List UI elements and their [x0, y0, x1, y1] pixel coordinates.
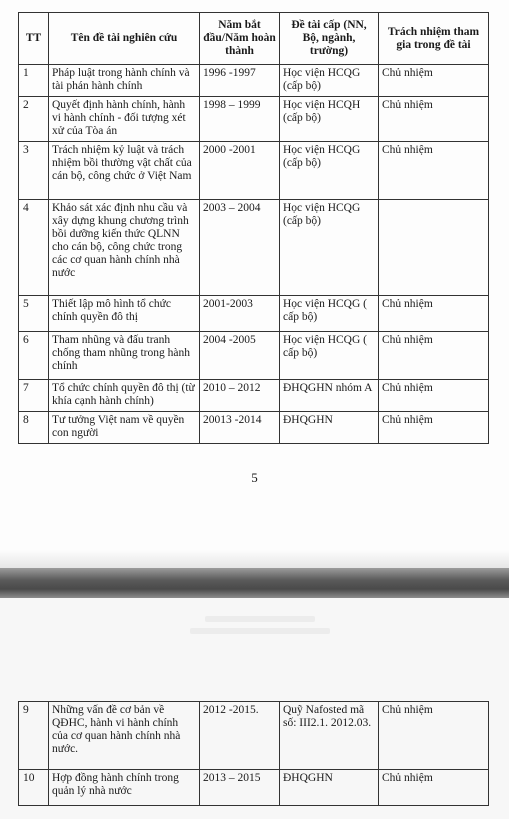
header-tt: TT: [19, 13, 49, 65]
cell-role: Chủ nhiệm: [379, 702, 489, 770]
table-row: [19, 97, 489, 142]
table-header-row: [19, 13, 489, 65]
cell-title: Tham nhũng và đấu tranh chống tham nhũng trong hành chính: [49, 332, 200, 380]
cell-role: Chủ nhiệm: [379, 65, 489, 97]
research-table-page-1: [18, 12, 489, 444]
cell-level: Học viện HCQH (cấp bộ): [280, 97, 379, 142]
header-title: Tên đề tài nghiên cứu: [49, 13, 200, 65]
cell-role: Chủ nhiệm: [379, 332, 489, 380]
cell-years: 20013 -2014: [200, 412, 280, 444]
table-row: [19, 296, 489, 332]
cell-role: Chủ nhiệm: [379, 296, 489, 332]
cell-level: Học viện HCQG (cấp bộ): [280, 142, 379, 200]
cell-years: 2000 -2001: [200, 142, 280, 200]
cell-tt: 9: [19, 702, 49, 770]
cell-tt: 7: [19, 380, 49, 412]
cell-level: ĐHQGHN nhóm A: [280, 380, 379, 412]
cell-level: Học viện HCQG (cấp bộ): [280, 200, 379, 296]
cell-tt: 5: [19, 296, 49, 332]
cell-title: Khảo sát xác định nhu cầu và xây dựng khung chương trình bồi dưỡng kiến thức QLNN cho cán bộ, công chức trong các cơ quan hành chính nhà nước: [49, 200, 200, 296]
cell-tt: 2: [19, 97, 49, 142]
page-gap: [0, 568, 509, 598]
table-row: [19, 332, 489, 380]
table-row: [19, 65, 489, 97]
cell-years: 1998 – 1999: [200, 97, 280, 142]
header-level: Đề tài cấp (NN, Bộ, ngành, trường): [280, 13, 379, 65]
cell-years: 2013 – 2015: [200, 770, 280, 806]
cell-tt: 6: [19, 332, 49, 380]
cell-title: Quyết định hành chính, hành vi hành chính - đối tượng xét xử của Tòa án: [49, 97, 200, 142]
cell-title: Pháp luật trong hành chính và tài phán hành chính: [49, 65, 200, 97]
cell-level: Học viện HCQG (cấp bộ): [280, 65, 379, 97]
cell-level: Quỹ Nafosted mã số: III2.1. 2012.03.: [280, 702, 379, 770]
table-row: [19, 142, 489, 200]
cell-tt: 1: [19, 65, 49, 97]
cell-role: [379, 200, 489, 296]
cell-title: Trách nhiệm kỷ luật và trách nhiệm bồi thường vật chất của cán bộ, công chức ở Việt Nam: [49, 142, 200, 200]
header-role: Trách nhiệm tham gia trong đề tài: [379, 13, 489, 65]
cell-role: Chủ nhiệm: [379, 380, 489, 412]
cell-years: 2001-2003: [200, 296, 280, 332]
research-table-page-2: [18, 701, 489, 806]
cell-tt: 3: [19, 142, 49, 200]
table-row: [19, 702, 489, 770]
table-row: [19, 380, 489, 412]
cell-tt: 8: [19, 412, 49, 444]
cell-role: Chủ nhiệm: [379, 770, 489, 806]
table-row: [19, 770, 489, 806]
cell-title: Tư tưởng Việt nam về quyền con người: [49, 412, 200, 444]
page-number: 5: [251, 470, 258, 485]
faint-header-mark: [190, 628, 330, 634]
cell-title: Tổ chức chính quyền đô thị (từ khía cạnh hành chính): [49, 380, 200, 412]
cell-years: 2010 – 2012: [200, 380, 280, 412]
cell-role: Chủ nhiệm: [379, 412, 489, 444]
cell-level: ĐHQGHN: [280, 770, 379, 806]
cell-title: Thiết lập mô hình tổ chức chính quyền đô thị: [49, 296, 200, 332]
cell-years: 2003 – 2004: [200, 200, 280, 296]
cell-tt: 10: [19, 770, 49, 806]
cell-level: ĐHQGHN: [280, 412, 379, 444]
cell-tt: 4: [19, 200, 49, 296]
table-row: [19, 200, 489, 296]
document-page-2: [0, 598, 509, 819]
cell-role: Chủ nhiệm: [379, 142, 489, 200]
cell-role: Chủ nhiệm: [379, 97, 489, 142]
table-row: [19, 412, 489, 444]
faint-header-mark: [205, 616, 315, 622]
cell-title: Những vấn đề cơ bản về QĐHC, hành vi hành chính của cơ quan hành chính nhà nước.: [49, 702, 200, 770]
cell-title: Hợp đồng hành chính trong quản lý nhà nước: [49, 770, 200, 806]
header-years: Năm bắt đầu/Năm hoàn thành: [200, 13, 280, 65]
page-edge-shadow: [0, 550, 509, 568]
cell-level: Học viện HCQG ( cấp bộ): [280, 332, 379, 380]
cell-years: 2004 -2005: [200, 332, 280, 380]
cell-years: 1996 -1997: [200, 65, 280, 97]
cell-level: Học viện HCQG ( cấp bộ): [280, 296, 379, 332]
cell-years: 2012 -2015.: [200, 702, 280, 770]
